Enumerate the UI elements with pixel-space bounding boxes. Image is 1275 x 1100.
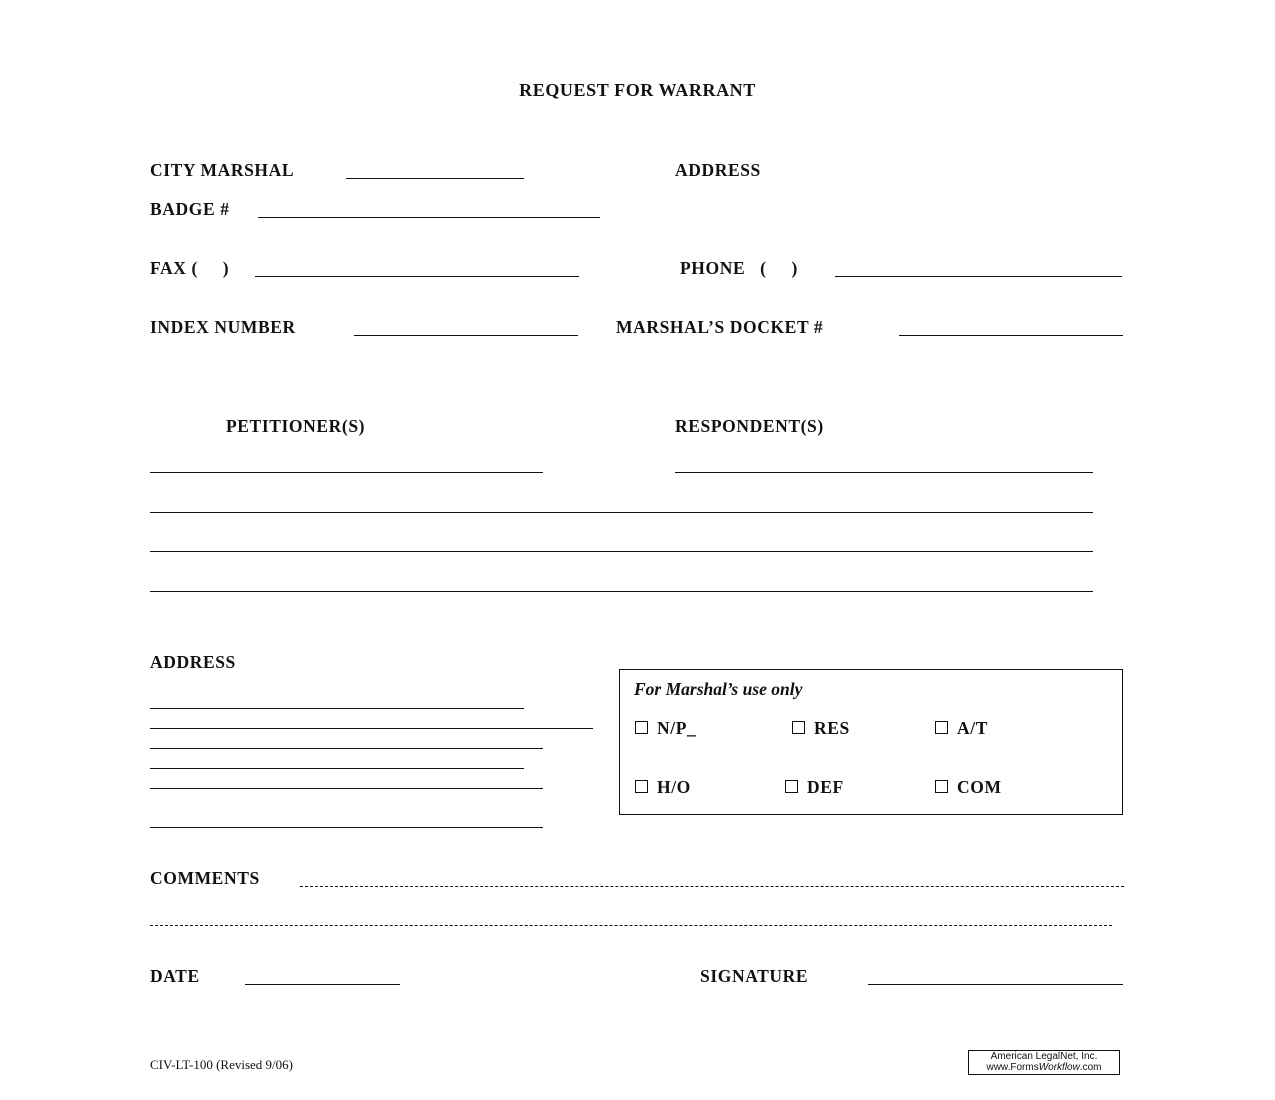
phone-label: PHONE ( ) <box>680 258 798 278</box>
marshal-box-title: For Marshal’s use only <box>634 679 803 699</box>
index-number-label: INDEX NUMBER <box>150 317 296 337</box>
logo-line1: American LegalNet, Inc. <box>990 1051 1098 1062</box>
party-line[interactable] <box>150 551 1093 552</box>
form-code: CIV-LT-100 (Revised 9/06) <box>150 1057 293 1072</box>
marshal-address-label: ADDRESS <box>675 160 761 180</box>
address-line[interactable] <box>150 708 524 709</box>
address-label: ADDRESS <box>150 652 236 672</box>
comments-field[interactable] <box>300 886 1124 887</box>
fax-field[interactable] <box>255 276 579 277</box>
checkbox[interactable] <box>785 780 798 793</box>
party-line[interactable] <box>150 591 1093 592</box>
checkbox[interactable] <box>792 721 805 734</box>
option-res[interactable]: RES <box>792 718 850 739</box>
signature-label: SIGNATURE <box>700 966 809 986</box>
option-def[interactable]: DEF <box>785 777 844 798</box>
option-np[interactable]: N/P_ <box>635 718 696 739</box>
checkbox[interactable] <box>935 780 948 793</box>
signature-field[interactable] <box>868 984 1123 985</box>
address-line[interactable] <box>150 827 543 828</box>
badge-field[interactable] <box>258 217 600 218</box>
docket-label: MARSHAL’S DOCKET # <box>616 317 824 337</box>
address-line[interactable] <box>150 788 543 789</box>
badge-label: BADGE # <box>150 199 230 219</box>
petitioners-label: PETITIONER(S) <box>226 416 366 436</box>
party-line[interactable] <box>150 512 1093 513</box>
address-line[interactable] <box>150 768 524 769</box>
option-at[interactable]: A/T <box>935 718 988 739</box>
logo-line2: www.FormsWorkflow.com <box>986 1061 1102 1073</box>
checkbox[interactable] <box>935 721 948 734</box>
page-title: REQUEST FOR WARRANT <box>519 80 756 100</box>
phone-field[interactable] <box>835 276 1122 277</box>
checkbox[interactable] <box>635 780 648 793</box>
fax-label: FAX ( ) <box>150 258 230 278</box>
option-com[interactable]: COM <box>935 777 1002 798</box>
respondents-label: RESPONDENT(S) <box>675 416 824 436</box>
date-field[interactable] <box>245 984 400 985</box>
index-number-field[interactable] <box>354 335 578 336</box>
comments-label: COMMENTS <box>150 868 260 888</box>
checkbox[interactable] <box>635 721 648 734</box>
docket-field[interactable] <box>899 335 1123 336</box>
petitioner-field[interactable] <box>150 472 543 473</box>
marshal-use-box <box>619 669 1123 815</box>
date-label: DATE <box>150 966 200 986</box>
comments-line[interactable] <box>150 925 1112 926</box>
address-line[interactable] <box>150 748 543 749</box>
address-line[interactable] <box>150 728 593 729</box>
option-ho[interactable]: H/O <box>635 777 691 798</box>
city-marshal-label: CITY MARSHAL <box>150 160 295 180</box>
respondent-field[interactable] <box>675 472 1093 473</box>
city-marshal-field[interactable] <box>346 178 524 179</box>
publisher-logo <box>968 1050 1120 1075</box>
